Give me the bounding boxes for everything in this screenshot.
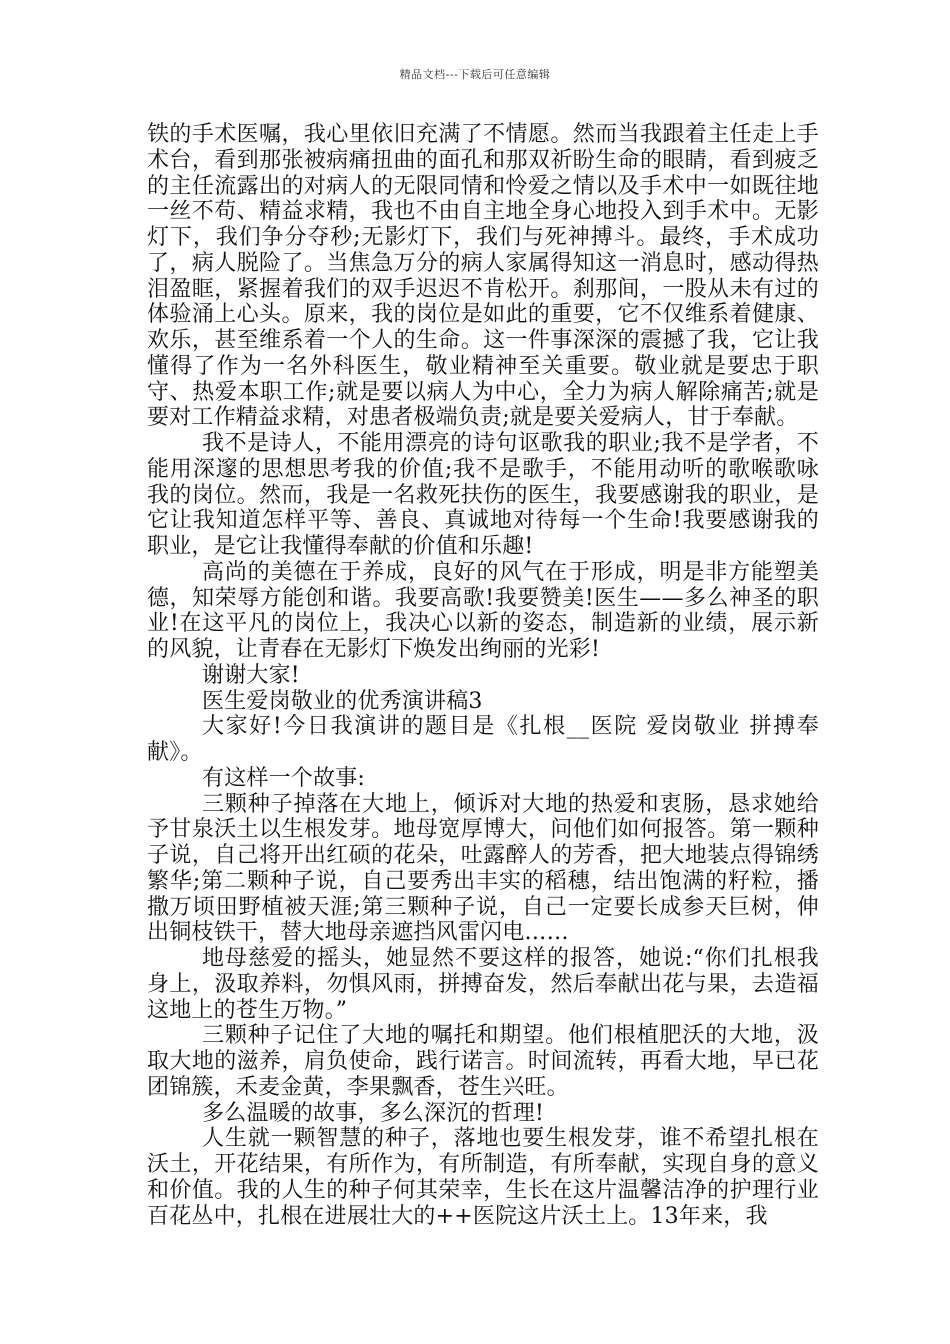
paragraph: 有这样一个故事: <box>202 765 366 791</box>
section-title: 医生爱岗敬业的优秀演讲稿3 <box>202 688 483 714</box>
paragraph: 我不是诗人，不能用漂亮的诗句讴歌我的职业;我不是学者，不能用深邃的思想思考我的价值;我不是歌手，不能用动听的歌喉歌咏我的岗位。然而，我是一名救死扶伤的医生，我要感谢我的职业，是它让我知道怎样平等、善良、真诚地对待每一个生命!我要感谢我的职业，是它让我懂得奉献的价值和乐趣! <box>147 431 819 559</box>
paragraph: 三颗种子掉落在大地上，倾诉对大地的热爱和衷肠，恳求她给予甘泉沃土以生根发芽。地母宽厚博大，问他们如何报答。第一颗种子说，自己将开出红硕的花朵，吐露醉人的芳香，把大地装点得锦绣繁华;第二颗种子说，自己要秀出丰实的稻穗，结出饱满的籽粒，播撒万顷田野植被天涯;第三颗种子说，自己一定要长成参天巨树，伸出铜枝铁干，替大地母亲遮挡风雷闪电…… <box>147 791 819 946</box>
document-body <box>147 122 819 1229</box>
paragraph: 多么温暖的故事，多么深沉的哲理! <box>202 1100 545 1126</box>
paragraph: 高尚的美德在于养成，良好的风气在于形成，明是非方能塑美德，知荣辱方能创和谐。我要高歌!我要赞美!医生——多么神圣的职业!在这平凡的岗位上，我决心以新的姿态，制造新的业绩，展示新的风貌，让青春在无影灯下焕发出绚丽的光彩! <box>147 559 819 662</box>
closing-line: 谢谢大家! <box>202 662 300 688</box>
paragraph: 三颗种子记住了大地的嘱托和期望。他们根植肥沃的大地，汲取大地的滋养，肩负使命，践行诺言。时间流转，再看大地，早已花团锦簇，禾麦金黄，李果飘香，苍生兴旺。 <box>147 1023 819 1100</box>
paragraph: 人生就一颗智慧的种子，落地也要生根发芽，谁不希望扎根在沃土，开花结果，有所作为，有所制造，有所奉献，实现自身的意义和价值。我的人生的种子何其荣幸，生长在这片温馨洁净的护理行业百花丛中，扎根在进展壮大的++医院这片沃土上。13年来，我 <box>147 1126 819 1229</box>
paragraph: 铁的手术医嘱，我心里依旧充满了不情愿。然而当我跟着主任走上手术台，看到那张被病痛扭曲的面孔和那双祈盼生命的眼睛，看到疲乏的主任流露出的对病人的无限同情和怜爱之情以及手术中一如既往地一丝不苟、精益求精，我也不由自主地全身心地投入到手术中。无影灯下，我们争分夺秒;无影灯下，我们与死神搏斗。最终，手术成功了，病人脱险了。当焦急万分的病人家属得知这一消息时，感动得热泪盈眶，紧握着我们的双手迟迟不肯松开。刹那间，一股从未有过的体验涌上心头。原来，我的岗位是如此的重要，它不仅维系着健康、欢乐，甚至维系着一个人的生命。这一件事深深的震撼了我，它让我懂得了作为一名外科医生，敬业精神至关重要。敬业就是要忠于职守、热爱本职工作;就是要以病人为中心，全力为病人解除痛苦;就是要对工作精益求精，对患者极端负责;就是要关爱病人，甘于奉献。 <box>147 122 819 431</box>
paragraph: 地母慈爱的摇头，她显然不要这样的报答，她说:“你们扎根我身上，汲取养料，勿惧风雨，拼搏奋发，然后奉献出花与果，去造福这地上的苍生万物。” <box>147 946 819 1023</box>
paragraph: 大家好!今日我演讲的题目是《扎根__医院 爱岗敬业 拼搏奉献》。 <box>147 714 819 765</box>
page-header: 精品文档---下载后可任意编辑 <box>399 68 551 81</box>
